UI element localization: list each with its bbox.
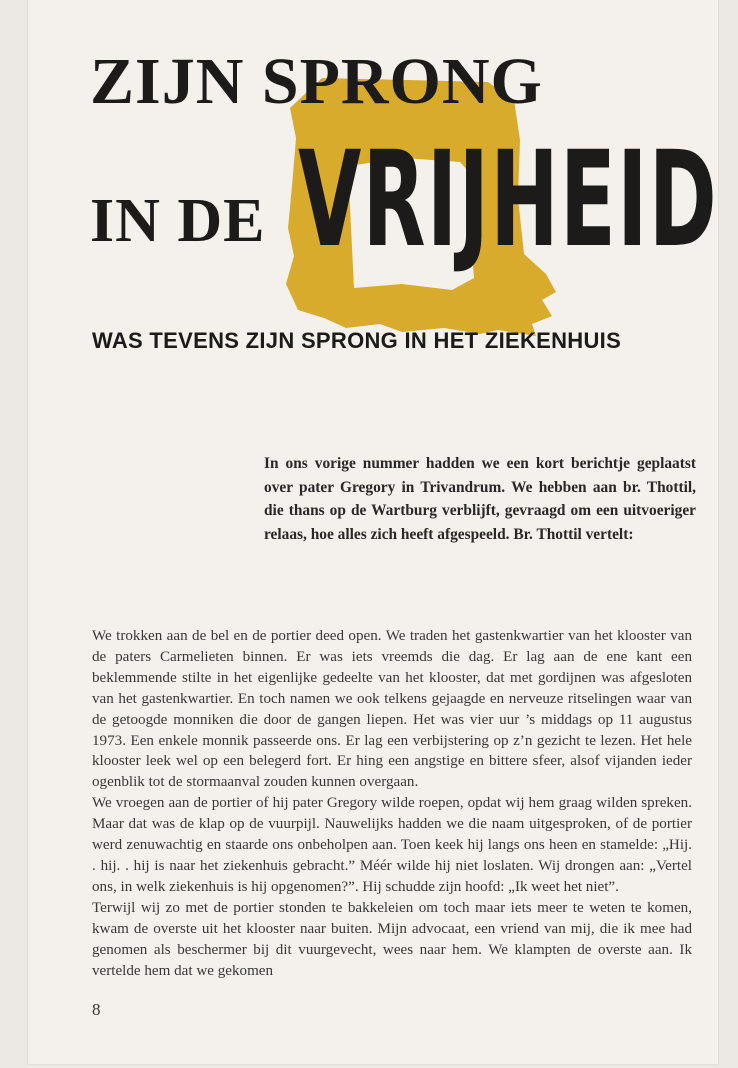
headline-line-2: IN DE — [90, 187, 266, 255]
body-paragraph: We vroegen aan de portier of hij pater Gregory wilde roepen, opdat wij hem graag wilden spreken. Maar dat was de klap op de vuurpijl. Nauwelijks hadden we die naam uitgesproken, of de portier werd zenuwachtig en staarde ons onbeholpen aan. Toen keek hij langs ons heen en stamelde: „Hij. . hij. . hij is naar het ziekenhuis gebracht.” Méér wilde hij niet loslaten. Wij drongen aan: „Vertel ons, in welk ziekenhuis is hij opgenomen?”. Hij schudde zijn hoofd: „Ik weet het niet”. — [92, 795, 692, 895]
magazine-page — [28, 0, 718, 1064]
article-body — [92, 626, 692, 981]
headline-big-word: VRIJHEID — [298, 123, 718, 277]
page-number: 8 — [92, 1000, 101, 1019]
body-paragraph: Terwijl wij zo met de portier stonden te bakkeleien om toch maar iets meer te weten te komen, kwam de overste uit het klooster naar buiten. Mijn advocaat, een vriend van mij, die ik mee had genomen als beschermer bij dit vuurgevecht, wees naar hem. We klampten de overste aan. Ik vertelde hem dat we gekomen — [92, 899, 692, 979]
headline-line-1: ZIJN SPRONG — [90, 45, 543, 118]
body-paragraph: We trokken aan de bel en de portier deed open. We traden het gastenkwartier van het klooster van de paters Carmelieten binnen. Er was iets vreemds die dag. Er lag aan de ene kant een beklemmende stilte in het eigenlijke gedeelte van het klooster, dat met gordijnen was afgesloten van het gastenkwartier. En toch namen we ook telkens gejaagde en nerveuze ritselingen waar van de getoogde monniken die door de gangen liepen. Het was vier uur ’s middags op 11 augustus 1973. Een enkele monnik passeerde ons. Er lag een verbijstering op z’n gezicht te lezen. Het hele klooster leek wel op een belegerd fort. Er hing een angstige en bittere sfeer, alsof vijanden ieder ogenblik tot de stormaanval zouden kunnen overgaan. — [92, 628, 692, 791]
intro-paragraph: In ons vorige nummer hadden we een kort berichtje geplaatst over pater Gregory in Trivandrum. We hebben aan br. Thottil, die thans op de Wartburg verblijft, gevraagd om een uitvoeriger relaas, hoe alles zich heeft afgespeeld. Br. Thottil vertelt: — [264, 455, 696, 543]
headline-subtitle: WAS TEVENS ZIJN SPRONG IN HET ZIEKENHUIS — [92, 328, 622, 353]
